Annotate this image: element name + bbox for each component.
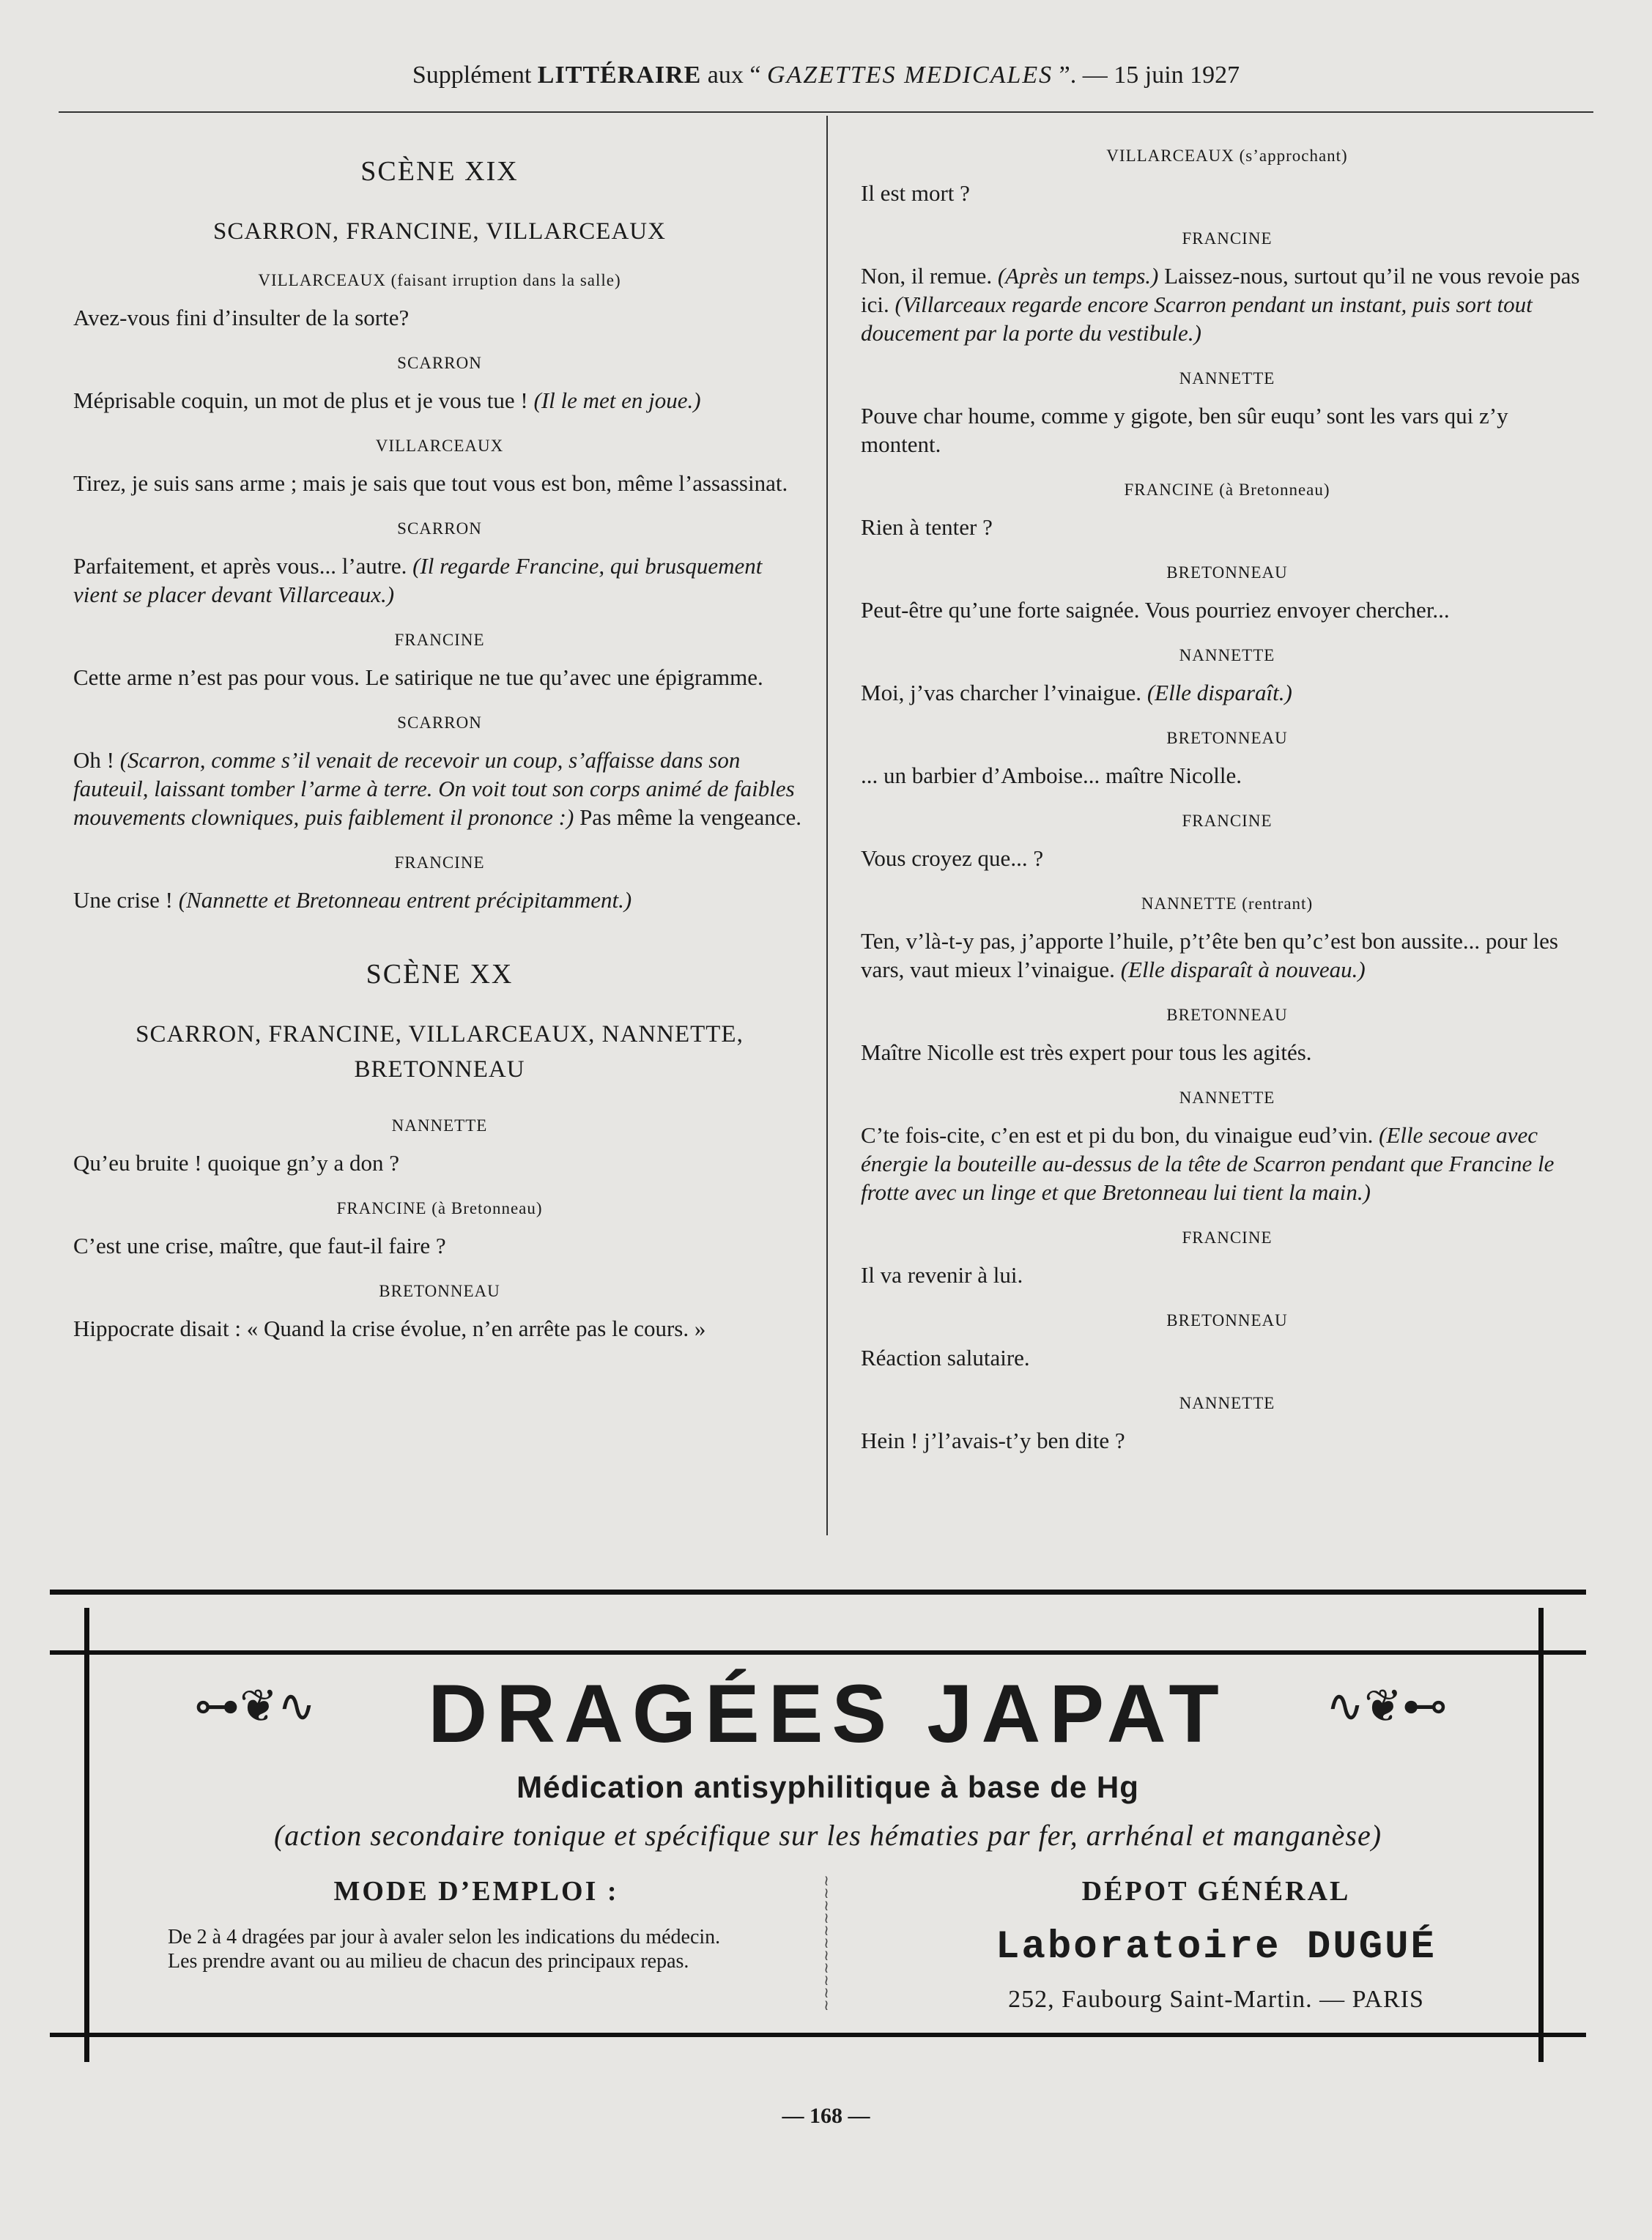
speaker-label: FRANCINE xyxy=(394,631,485,649)
dialogue-line xyxy=(73,386,806,415)
scene-19-cast: SCARRON, FRANCINE, VILLARCEAUX xyxy=(213,218,666,245)
stage-direction: (Elle disparaît à nouveau.) xyxy=(1120,957,1366,982)
dialogue-text: C’est une crise, maître, que faut-il faire ? xyxy=(73,1233,446,1258)
ad-usage-text xyxy=(128,1925,824,1973)
column-divider xyxy=(826,116,828,1535)
scroll-ornament-icon: ⊶❦∿ xyxy=(194,1682,316,1732)
dialogue-line xyxy=(73,469,806,497)
ad-note: (action secondaire tonique et spécifique sur les hématies par fer, arrhénal et manganèse) xyxy=(273,1819,1382,1852)
ad-depot-block xyxy=(846,1875,1586,2014)
scene-20-cast xyxy=(73,1017,806,1087)
dialogue-text: Laissez-nous, surtout qu’il ne vous revoie pas ici. xyxy=(861,263,1580,317)
stage-direction: (Nannette et Bretonneau entrent précipitamment.) xyxy=(178,887,632,913)
dialogue-text: Oh ! xyxy=(73,747,120,773)
dialogue-text: Ten, v’là-t-y pas, j’apporte l’huile, p’t’ête ben qu’c’est bon aussite... pour les vars, vaut mieux l’vinaigue. xyxy=(861,928,1558,982)
dialogue-text: Moi, j’vas charcher l’vinaigue. xyxy=(861,680,1147,705)
stage-direction: (Scarron, comme s’il venait de recevoir un coup, s’affaisse dans son fauteuil, laissant tomber l’arme à terre. On voit tout son corps animé de faibles mouvements clowniques, puis faiblement il prononce :) xyxy=(73,747,795,830)
scene-19-title: SCÈNE XIX xyxy=(360,156,519,187)
dialogue-text: Peut-être qu’une forte saignée. Vous pourriez envoyer chercher... xyxy=(861,597,1450,623)
stage-direction: (Il regarde Francine, qui brusquement vient se placer devant Villarceaux.) xyxy=(73,553,763,607)
dialogue-line xyxy=(861,1343,1593,1372)
scene-20-title: SCÈNE XX xyxy=(366,959,514,990)
dialogue-text: Tirez, je suis sans arme ; mais je sais que tout vous est bon, même l’assassinat. xyxy=(73,470,788,496)
ad-wavy-separator: ≀ ≀ ≀ ≀ ≀ ≀ ≀ ≀ ≀ ≀ ≀ xyxy=(823,1873,829,2014)
dialogue-text: Rien à tenter ? xyxy=(861,514,993,540)
dialogue-text: Avez-vous fini d’insulter de la sorte? xyxy=(73,305,410,330)
scene-20-cast-line-1: SCARRON, FRANCINE, VILLARCEAUX, NANNETTE, xyxy=(136,1021,744,1047)
dialogue-text: ... un barbier d’Amboise... maître Nicolle. xyxy=(861,763,1242,788)
dialogue-line xyxy=(73,1149,806,1177)
speaker-label: VILLARCEAUX xyxy=(1106,147,1234,165)
stage-direction-tag: (rentrant) xyxy=(1237,894,1314,913)
ad-usage-paragraph-2: Les prendre avant ou au milieu de chacun des principaux repas. xyxy=(168,1950,689,1973)
speaker-name xyxy=(861,729,1593,748)
speaker-name xyxy=(861,1089,1593,1108)
stage-direction-tag: (s’approchant) xyxy=(1234,147,1348,165)
scroll-ornament-icon: ∿❦⊷ xyxy=(1326,1682,1448,1732)
speaker-label: BRETONNEAU xyxy=(1166,563,1288,582)
stage-direction: (Villarceaux regarde encore Scarron pendant un instant, puis sort tout doucement par la porte du vestibule.) xyxy=(861,292,1533,346)
dialogue-text: Pouve char houme, comme y gigote, ben sûr euqu’ sont les vars qui z’y montent. xyxy=(861,403,1508,457)
dialogue-line xyxy=(861,596,1593,624)
speaker-label: NANNETTE xyxy=(1179,1394,1275,1412)
speaker-label: BRETONNEAU xyxy=(1166,1006,1288,1024)
speaker-label: FRANCINE xyxy=(1124,481,1215,499)
ad-top-rule xyxy=(50,1590,1586,1595)
ad-usage-heading: MODE D’EMPLOI : xyxy=(333,1876,619,1907)
speaker-label: SCARRON xyxy=(397,713,482,732)
dialogue-line xyxy=(861,1261,1593,1289)
dialogue-text: Hein ! j’l’avais-t’y ben dite ? xyxy=(861,1428,1125,1453)
dialogue-line xyxy=(861,1426,1593,1455)
speaker-label: SCARRON xyxy=(397,519,482,538)
speaker-label: NANNETTE xyxy=(1179,1089,1275,1107)
speaker-name xyxy=(73,853,806,872)
header-text-3: aux “ xyxy=(701,62,767,89)
speaker-name xyxy=(73,271,806,290)
dialogue-line xyxy=(73,746,806,831)
speaker-label: VILLARCEAUX xyxy=(375,437,504,455)
speaker-label: NANNETTE xyxy=(1179,369,1275,387)
header-gazettes: GAZETTES MEDICALES xyxy=(766,62,1053,89)
dialogue-line xyxy=(861,1038,1593,1067)
dialogue-line xyxy=(73,1314,806,1343)
dialogue-text: Il va revenir à lui. xyxy=(861,1262,1023,1288)
right-column-dialogue xyxy=(861,147,1593,1455)
dialogue-text: Une crise ! xyxy=(73,887,179,913)
speaker-name xyxy=(861,894,1593,913)
page-number: — 168 — xyxy=(782,2104,870,2128)
speaker-name xyxy=(861,369,1593,388)
dialogue-text: Maître Nicolle est très expert pour tous les agités. xyxy=(861,1039,1312,1065)
ad-depot-heading: DÉPOT GÉNÉRAL xyxy=(1081,1876,1351,1907)
dialogue-line xyxy=(73,1231,806,1260)
dialogue-line xyxy=(73,552,806,609)
stage-direction-tag: (à Bretonneau) xyxy=(1214,481,1330,499)
speaker-name xyxy=(73,1116,806,1135)
stage-direction: (Après un temps.) xyxy=(997,263,1159,289)
ad-usage-paragraph-1: De 2 à 4 dragées par jour à avaler selon les indications du médecin. xyxy=(168,1926,721,1948)
ad-usage-block xyxy=(128,1875,824,1973)
dialogue-line xyxy=(861,1121,1593,1206)
dialogue-line xyxy=(861,678,1593,707)
header-date: ”. — 15 juin 1927 xyxy=(1053,62,1240,89)
stage-direction: (Elle secoue avec énergie la bouteille au-dessus de la tête de Scarron pendant que Francine le frotte avec un linge et que Bretonneau lui tient la main.) xyxy=(861,1122,1555,1205)
scene-19-dialogue xyxy=(73,271,806,914)
scene-20-dialogue xyxy=(73,1116,806,1343)
running-header xyxy=(59,62,1593,105)
speaker-label: NANNETTE xyxy=(1179,646,1275,664)
speaker-label: NANNETTE xyxy=(391,1116,488,1135)
dialogue-line xyxy=(861,761,1593,790)
speaker-name xyxy=(861,1228,1593,1247)
stage-direction-tag: (à Bretonneau) xyxy=(426,1199,543,1217)
stage-direction: (Il le met en joue.) xyxy=(533,387,701,413)
stage-direction-tag: (faisant irruption dans la salle) xyxy=(385,271,621,289)
speaker-name xyxy=(73,713,806,733)
dialogue-line xyxy=(861,844,1593,872)
advertisement xyxy=(84,1626,1571,2044)
dialogue-line xyxy=(861,513,1593,541)
dialogue-text: Hippocrate disait : « Quand la crise évolue, n’en arrête pas le cours. » xyxy=(73,1316,706,1341)
speaker-name xyxy=(861,481,1593,500)
dialogue-line xyxy=(73,886,806,914)
dialogue-text: Il est mort ? xyxy=(861,180,970,206)
dialogue-text: Cette arme n’est pas pour vous. Le satirique ne tue qu’avec une épigramme. xyxy=(73,664,763,690)
speaker-label: BRETONNEAU xyxy=(379,1282,500,1300)
speaker-name xyxy=(73,354,806,373)
speaker-name xyxy=(73,631,806,650)
dialogue-line xyxy=(861,401,1593,459)
dialogue-line xyxy=(861,927,1593,984)
ad-title: DRAGÉES JAPAT xyxy=(428,1668,1228,1759)
dialogue-text: Non, il remue. xyxy=(861,263,998,289)
speaker-name xyxy=(73,519,806,538)
speaker-name xyxy=(861,1394,1593,1413)
right-column xyxy=(861,147,1593,1477)
dialogue-line xyxy=(861,262,1593,347)
speaker-name xyxy=(73,1199,806,1218)
ad-address: 252, Faubourg Saint-Martin. — PARIS xyxy=(1008,1986,1424,2013)
speaker-name xyxy=(861,646,1593,665)
dialogue-text: Vous croyez que... ? xyxy=(861,845,1044,871)
dialogue-line xyxy=(73,663,806,691)
dialogue-line xyxy=(73,303,806,332)
speaker-name xyxy=(861,1006,1593,1025)
speaker-name xyxy=(861,147,1593,166)
speaker-label: FRANCINE xyxy=(394,853,485,872)
speaker-label: FRANCINE xyxy=(1182,1228,1273,1247)
speaker-name xyxy=(861,812,1593,831)
speaker-label: NANNETTE xyxy=(1141,894,1237,913)
speaker-label: BRETONNEAU xyxy=(1166,729,1288,747)
speaker-label: VILLARCEAUX xyxy=(258,271,386,289)
speaker-name xyxy=(861,563,1593,582)
speaker-label: FRANCINE xyxy=(1182,229,1273,248)
speaker-name xyxy=(861,1311,1593,1330)
dialogue-text: Méprisable coquin, un mot de plus et je vous tue ! xyxy=(73,387,534,413)
speaker-name xyxy=(861,229,1593,248)
speaker-label: FRANCINE xyxy=(1182,812,1273,830)
speaker-label: SCARRON xyxy=(397,354,482,372)
stage-direction: (Elle disparaît.) xyxy=(1147,680,1292,705)
speaker-label: BRETONNEAU xyxy=(1166,1311,1288,1329)
dialogue-text: Parfaitement, et après vous... l’autre. xyxy=(73,553,413,579)
speaker-name xyxy=(73,1282,806,1301)
dialogue-line xyxy=(861,179,1593,207)
dialogue-text: Qu’eu bruite ! quoique gn’y a don ? xyxy=(73,1150,400,1176)
header-literary: LITTÉRAIRE xyxy=(537,62,702,89)
scene-20-cast-line-2: BRETONNEAU xyxy=(354,1056,525,1083)
dialogue-text: C’te fois-cite, c’en est et pi du bon, du vinaigue eud’vin. xyxy=(861,1122,1379,1148)
header-text-1: Supplément xyxy=(412,62,538,89)
dialogue-text: Réaction salutaire. xyxy=(861,1345,1030,1371)
header-rule xyxy=(59,111,1593,113)
dialogue-text: Pas même la vengeance. xyxy=(574,804,802,830)
left-column xyxy=(73,155,806,1365)
ad-subtitle: Médication antisyphilitique à base de Hg xyxy=(516,1770,1139,1804)
speaker-name xyxy=(73,437,806,456)
speaker-label: FRANCINE xyxy=(336,1199,427,1217)
ad-laboratory-name: Laboratoire DUGUÉ xyxy=(996,1925,1437,1970)
